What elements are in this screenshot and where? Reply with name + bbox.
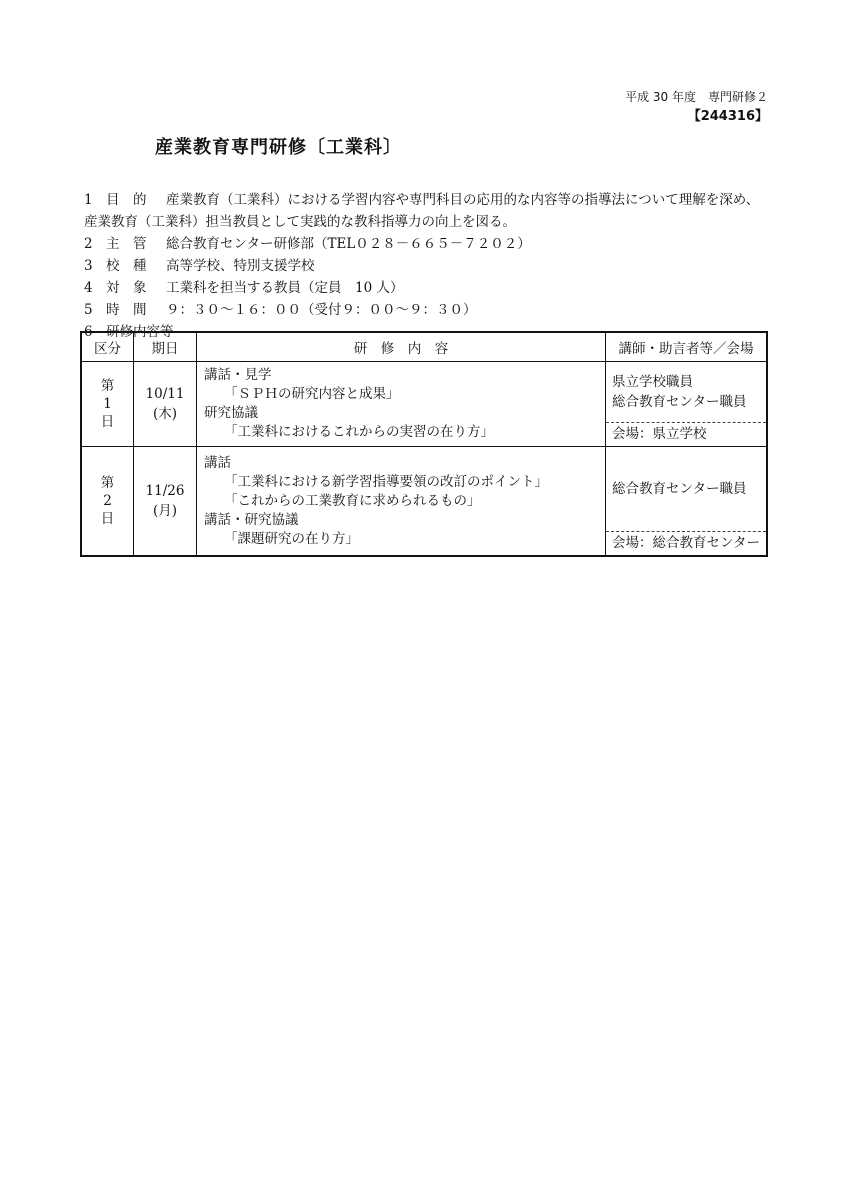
item-value: ９：３０～１６：００（受付９：００～９：３０） (166, 302, 477, 318)
list-item-purpose (84, 189, 784, 211)
item-value: 高等学校、特別支援学校 (166, 258, 315, 274)
outline-list (84, 189, 784, 343)
header-date: 期日 (134, 332, 197, 362)
item-value: 工業科を担当する教員（定員 10 人） (166, 280, 404, 296)
document-header (625, 88, 768, 126)
header-content: 研 修 内 容 (197, 332, 606, 362)
table-row (81, 362, 767, 447)
list-item-time (84, 299, 784, 321)
item-number: 2 (84, 236, 93, 252)
item-label: 主 管 (106, 236, 147, 252)
list-item-purpose-continued: 産業教育（工業科）担当教員として実践的な教科指導力の向上を図る。 (84, 214, 516, 230)
table-row (81, 447, 767, 557)
item-value: 産業教育（工業科）における学習内容や専門科目の応用的な内容等の指導法について理解を深め、 (166, 192, 760, 208)
item-number: 3 (84, 258, 93, 274)
list-item-school-type (84, 255, 784, 277)
date-cell: 11/26 (月) (134, 447, 197, 557)
lecturer-cell: 県立学校職員 総合教育センター職員 会場：県立学校 (606, 362, 768, 447)
content-cell: 講話・見学 「ＳＰＨの研究内容と成果」 研究協議 「工業科におけるこれからの実習の在り方」 (197, 362, 606, 447)
page-title: 産業教育専門研修〔工業科〕 (155, 137, 402, 158)
header-division: 区分 (81, 332, 134, 362)
venue-label: 会場：総合教育センター (606, 531, 766, 555)
schedule-table (80, 331, 768, 557)
item-label: 時 間 (106, 302, 147, 318)
item-value: 総合教育センター研修部（TEL０２８－６６５－７２０２） (166, 236, 531, 252)
course-code: 【244316】 (687, 109, 768, 124)
list-item-target (84, 277, 784, 299)
fiscal-label: 平成 30 年度 専門研修２ (625, 90, 768, 104)
item-number: 6 (84, 324, 93, 340)
date-cell: 10/11 (木) (134, 362, 197, 447)
lecturer-cell: 総合教育センター職員 会場：総合教育センター (606, 447, 768, 557)
item-number: 4 (84, 280, 93, 296)
item-number: 1 (84, 192, 93, 208)
item-label: 対 象 (106, 280, 147, 296)
table-header-row (81, 332, 767, 362)
venue-label: 会場：県立学校 (606, 422, 766, 446)
list-item-organizer (84, 233, 784, 255)
item-label: 校 種 (106, 258, 147, 274)
content-cell: 講話 「工業科における新学習指導要領の改訂のポイント」 「これからの工業教育に求められるもの」 講話・研究協議 「課題研究の在り方」 (197, 447, 606, 557)
item-number: 5 (84, 302, 93, 318)
item-label: 研修内容等 (106, 324, 174, 340)
division-cell: 第 1 日 (81, 362, 134, 447)
item-label: 目 的 (106, 192, 147, 208)
division-cell: 第 2 日 (81, 447, 134, 557)
header-lecturer: 講師・助言者等／会場 (606, 332, 768, 362)
